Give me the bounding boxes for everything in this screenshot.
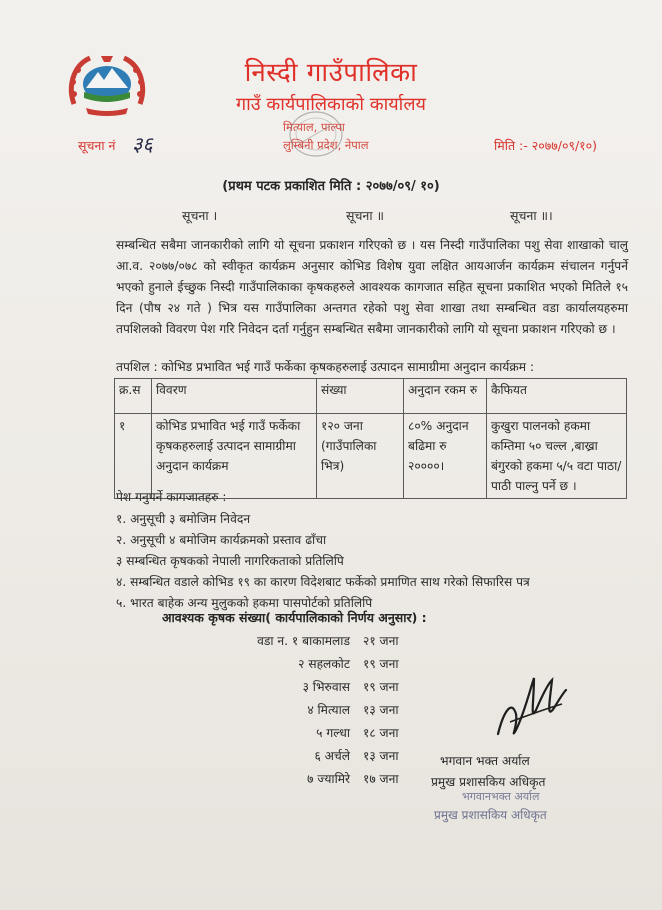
column-header-sn: क्र.स — [115, 379, 152, 414]
seal-title: प्रमुख प्रशासकिय अधिकृत — [434, 808, 547, 822]
notice-heading-2: सूचना ॥ — [346, 208, 385, 223]
column-header-details: विवरण — [152, 379, 317, 414]
office-subtitle: गाउँ कार्यपालिकाको कार्यालय — [236, 94, 426, 115]
ward-count: १९ जना — [363, 657, 399, 671]
handwritten-signature-icon — [490, 670, 570, 754]
ward-count: १३ जना — [363, 749, 399, 763]
document-item: १. अनुसूची ३ बमोजिम निवेदन — [116, 512, 251, 526]
ward-name: ६ अर्चले — [314, 749, 350, 763]
office-address-line1: मित्याल, पाल्पा — [283, 120, 345, 134]
office-address-line2: लुम्बिनी प्रदेश, नेपाल — [283, 138, 369, 152]
cell-sn: १ — [115, 414, 152, 499]
ward-name: ५ गल्धा — [316, 726, 350, 740]
document-item: २. अनुसूची ४ बमोजिम कार्यक्रमको प्रस्ताव ढाँचा — [116, 533, 327, 547]
ward-count: १३ जना — [363, 703, 399, 717]
office-name: निस्दी गाउँपालिका — [244, 58, 418, 88]
document-item: ४. सम्बन्धित वडाले कोभिड १९ का कारण विदेशबाट फर्केको प्रमाणित साथ गरेको सिफारिस पत्र — [116, 575, 530, 589]
document-item: ५. भारत बाहेक अन्य मुलुकको हकमा पासपोर्टको प्रतिलिपि — [116, 596, 373, 610]
column-header-count: संख्या — [317, 379, 404, 414]
seal-name: भगवानभक्त अर्याल — [462, 790, 540, 803]
notice-paragraph — [116, 235, 628, 340]
reference-number: ३६ — [132, 132, 153, 156]
documents-heading: पेश गनुपर्ने कागजातहरु : — [116, 490, 227, 504]
publish-date-line: (प्रथम पटक प्रकाशित मिति : २०७७/०९/ १०) — [222, 179, 440, 194]
cell-grant: ८०% अनुदान बढिमा रु २००००। — [404, 414, 487, 499]
ward-name: ३ भिरुवास — [302, 680, 350, 694]
table-row — [115, 414, 627, 499]
ward-count: २१ जना — [363, 634, 399, 648]
notice-paragraph-text: सम्बन्धित सबैमा जानकारीको लागि यो सूचना प्रकाशन गरिएको छ । यस निस्दी गाउँपालिका पशु सेवा शाखाको चालु आ.व. २०७७/०७८ को स्वीकृत कार्यक्रम अनुसार कोभिड विशेष युवा लक्षित आयआर्जन कार्यक्रम संचालन गर्नुपर्ने भएको हुनाले ईच्छुक निस्दी गाउँपालिकाका कृषकहरुले आवश्यक कागजात सहित सूचना प्रकाशित भएको मितिले १५ दिन (पौष २४ गते ) भित्र यस गाउँपालिका अन्तगत रहेको पशु सेवा शाखा तथा सम्बन्धित वडा कार्यालयहरुमा तपशिलको विवरण पेश गरि निवेदन दर्ता गर्नुहुन सम्बन्धित सबैमा जानकारीको लागि यो सूचना प्रकाशन गरिएको छ । — [116, 238, 628, 337]
ward-name: वडा न. १ बाकामलाड — [257, 634, 350, 648]
cell-remarks: कुखुरा पालनको हकमा कम्तिमा ५० चल्ल ,बाख्रा बंगुरको हकमा ५/५ वटा पाठा/पाठी पाल्नु पर्ने छ । — [487, 414, 627, 499]
cell-count: १२० जना (गाउँपालिका भित्र) — [317, 414, 404, 499]
reference-number-label: सूचना नं — [78, 138, 116, 153]
ward-count: १९ जना — [363, 680, 399, 694]
ward-name: ४ मित्याल — [307, 703, 350, 717]
grant-table — [114, 378, 627, 499]
notice-heading-3: सूचना ॥। — [510, 208, 553, 223]
cell-details: कोभिड प्रभावित भई गाउँ फर्केका कृषकहरुलाई उत्पादन सामाग्रीमा अनुदान कार्यक्रम — [152, 414, 317, 499]
signatory-name: भगवान भक्त अर्याल — [440, 754, 530, 768]
ward-name: २ सहलकोट — [298, 657, 350, 671]
notice-heading-1: सूचना । — [182, 208, 218, 223]
faded-stamp-icon — [282, 104, 364, 166]
document-item: ३ सम्बन्धित कृषकको नेपाली नागरिकताको प्रतिलिपि — [116, 554, 344, 568]
column-header-grant: अनुदान रकम रु — [404, 379, 487, 414]
column-header-remarks: कैफियत — [487, 379, 627, 414]
ward-count: १७ जना — [363, 772, 399, 786]
table-header-row — [115, 379, 627, 414]
required-farmers-heading: आवश्यक कृषक संख्या( कार्यपालिकाको निर्णय अनुसार) : — [162, 610, 427, 625]
ward-count: १८ जना — [363, 726, 399, 740]
issue-date: मिति :- २०७७/०९/१०) — [494, 138, 598, 153]
table-caption: तपशिल : कोभिड प्रभावित भई गाउँ फर्केका कृषकहरुलाई उत्पादन सामाग्रीमा अनुदान कार्यक्रम : — [116, 360, 534, 374]
ward-name: ७ ज्यामिरे — [307, 772, 350, 786]
signatory-title: प्रमुख प्रशासकिय अधिकृत — [431, 775, 546, 789]
